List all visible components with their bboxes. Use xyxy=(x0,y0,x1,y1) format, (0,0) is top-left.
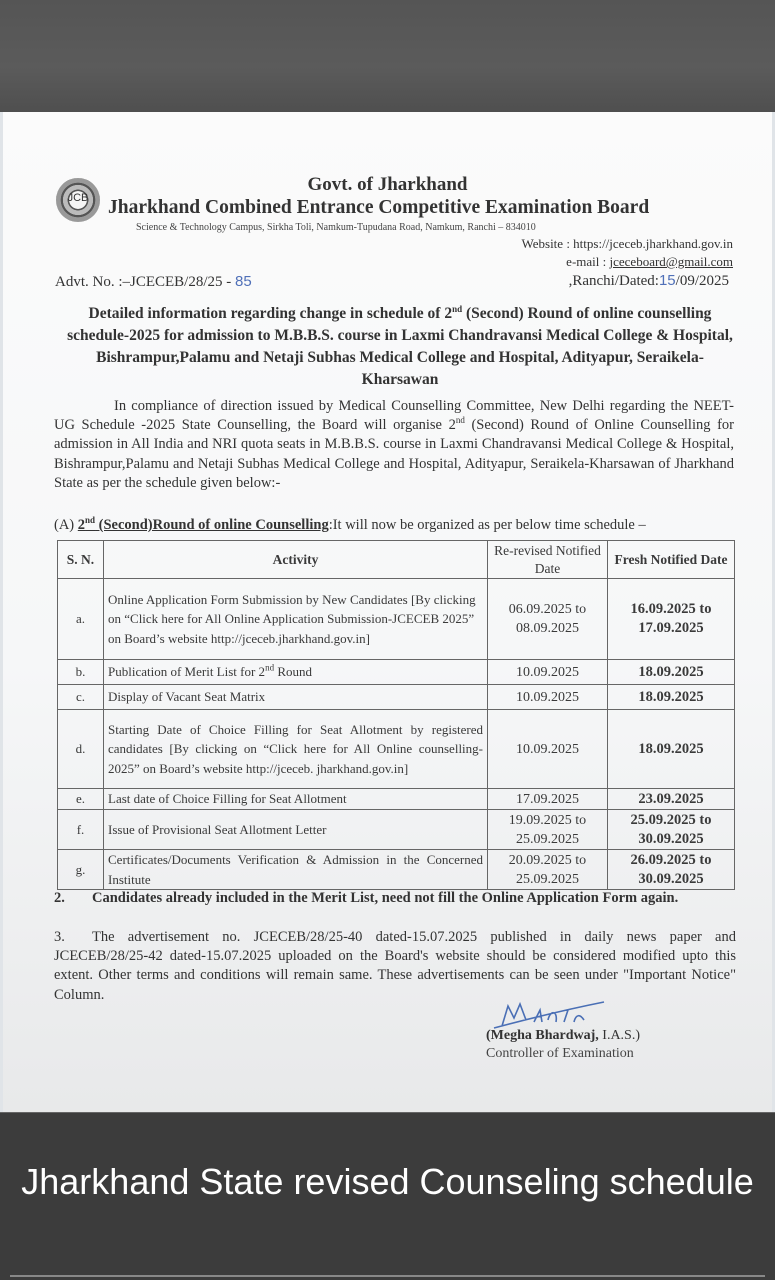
advt-label: Advt. No. :–JCECEB/28/25 - xyxy=(55,274,236,290)
note-2 xyxy=(54,889,736,908)
row-rerevised-date: 06.09.2025 to 08.09.2025 xyxy=(488,579,608,660)
table-row xyxy=(58,660,735,685)
advt-number xyxy=(55,273,252,291)
dated-line xyxy=(569,272,729,290)
compliance-paragraph xyxy=(54,397,734,493)
note-text: The advertisement no. JCECEB/28/25-40 dated-15.07.2025 published in daily news paper and JCECEB/28/25-42 dated-15.07.2025 uploaded on the Board's website should be considered modified upto this extent. Other terms and conditions will remain same. These advertisements can be seen under "Important Notice" Column. xyxy=(54,929,736,1003)
caption-text: Jharkhand State revised Counseling schedule xyxy=(21,1161,754,1202)
top-dark-band xyxy=(0,0,775,112)
board-email: jceceboard@gmail.com xyxy=(609,254,733,269)
section-a-rest: :It will now be organized as per below time schedule – xyxy=(328,517,646,533)
row-activity: Last date of Choice Filling for Seat Allotment xyxy=(104,789,488,810)
logo-text: JCB xyxy=(67,192,89,204)
row-rerevised-date: 10.09.2025 xyxy=(488,685,608,710)
table-row xyxy=(58,789,735,810)
row-activity xyxy=(104,660,488,685)
row-activity: Starting Date of Choice Filling for Seat Allotment by registered candidates [By clicking on “Click here for All Online counselling-2025” on Board’s website http://jceceb. jharkhand.gov.in] xyxy=(104,710,488,789)
signatory-title: Controller of Examination xyxy=(486,1046,634,1061)
paragraph-text-1: In compliance of direction issued by Medical Counselling Committee, New Delhi regarding the NEET-UG Schedule -2025 State Counselling, the Board will organise 2 xyxy=(54,398,734,434)
row-sn: a. xyxy=(58,579,104,660)
paragraph-text-2: (Second) Round of Online Counselling for admission in All India and NRI quota seats in M.B.B.S. course in Laxmi Chandravansi Medical College & Hospital, Bishrampur,Palamu and Netaji Subhas Medical College and Hospital, Adityapur, Seraikela-Kharsawan of Jharkhand State as per the schedule given below:- xyxy=(54,417,734,491)
advt-handwritten-number: 85 xyxy=(235,273,252,290)
table-row xyxy=(58,850,735,890)
signatory-name-text: (Megha Bhardwaj, xyxy=(486,1028,599,1043)
govt-heading: Govt. of Jharkhand xyxy=(307,174,468,195)
note-3 xyxy=(54,928,736,1005)
row-sn: d. xyxy=(58,710,104,789)
row-sn: e. xyxy=(58,789,104,810)
section-a-prefix: (A) xyxy=(54,517,78,533)
dated-handwritten-day: 15 xyxy=(658,272,676,289)
row-activity: Certificates/Documents Verification & Admission in the Concerned Institute xyxy=(104,850,488,890)
dated-rest: /09/2025 xyxy=(675,273,729,289)
row-fresh-date: 16.09.2025 to 17.09.2025 xyxy=(608,579,735,660)
subject-text-1: Detailed information regarding change in schedule of 2 xyxy=(88,305,453,322)
table-row xyxy=(58,810,735,850)
row-fresh-date: 26.09.2025 to 30.09.2025 xyxy=(608,850,735,890)
header-rerevised-date: Re-revised Notified Date xyxy=(488,541,608,579)
board-email-line xyxy=(566,254,733,270)
schedule-table xyxy=(57,540,735,890)
row-sn: g. xyxy=(58,850,104,890)
row-rerevised-date: 10.09.2025 xyxy=(488,710,608,789)
row-sn: b. xyxy=(58,660,104,685)
bottom-divider xyxy=(10,1275,765,1277)
subject-text-2: (Second) Round of online counselling schedule-2025 for admission to M.B.B.S. course in Laxmi Chandravansi Medical College & Hospital, Bishrampur,Palamu and Netaji Subhas Medical College and Hospital, Adityapur, Seraikela-Kharsawan xyxy=(67,305,733,388)
row-sn: c. xyxy=(58,685,104,710)
section-a-bold-text: (Second)Round of online Counselling xyxy=(95,517,329,533)
row-activity: Online Application Form Submission by New Candidates [By clicking on “Click here for All Online Application Submission-JCECEB 2025” on Board’s website http://jceceb.jharkhand.gov.in] xyxy=(104,579,488,660)
row-fresh-date: 18.09.2025 xyxy=(608,660,735,685)
table-row xyxy=(58,710,735,789)
row-rerevised-date: 19.09.2025 to 25.09.2025 xyxy=(488,810,608,850)
row-rerevised-date: 20.09.2025 to 25.09.2025 xyxy=(488,850,608,890)
email-label: e-mail : xyxy=(566,254,610,269)
table-header-row xyxy=(58,541,735,579)
note-number: 2. xyxy=(54,890,65,906)
row-fresh-date: 18.09.2025 xyxy=(608,685,735,710)
signatory-name xyxy=(486,1028,640,1044)
row-activity-sup: nd xyxy=(265,662,275,673)
note-text: Candidates already included in the Merit List, need not fill the Online Application Form again. xyxy=(92,890,679,906)
row-activity-text-end: Round xyxy=(274,664,312,680)
section-a-sup: nd xyxy=(85,515,96,526)
header-fresh-date: Fresh Notified Date xyxy=(608,541,735,579)
section-a-title xyxy=(78,517,329,533)
table-row xyxy=(58,579,735,660)
row-fresh-date: 18.09.2025 xyxy=(608,710,735,789)
row-sn: f. xyxy=(58,810,104,850)
row-fresh-date: 25.09.2025 to 30.09.2025 xyxy=(608,810,735,850)
notice-subject xyxy=(60,303,740,391)
row-rerevised-date: 17.09.2025 xyxy=(488,789,608,810)
row-activity-text: Publication of Merit List for 2 xyxy=(108,664,266,680)
dated-label: ,Ranchi/Dated: xyxy=(568,273,659,289)
note-number: 3. xyxy=(54,929,65,945)
subject-sup: nd xyxy=(452,303,463,314)
paragraph-sup: nd xyxy=(455,415,465,426)
signature-icon xyxy=(484,996,644,1032)
section-a-num: 2 xyxy=(77,517,86,533)
row-fresh-date: 23.09.2025 xyxy=(608,789,735,810)
header-activity: Activity xyxy=(104,541,488,579)
row-activity: Issue of Provisional Seat Allotment Letter xyxy=(104,810,488,850)
section-a-heading xyxy=(54,517,646,534)
board-website: Website : https://jceceb.jharkhand.gov.in xyxy=(521,236,733,251)
signatory-suffix: I.A.S.) xyxy=(598,1028,641,1043)
table-row xyxy=(58,685,735,710)
row-activity: Display of Vacant Seat Matrix xyxy=(104,685,488,710)
board-heading: Jharkhand Combined Entrance Competitive Examination Board xyxy=(108,197,650,218)
header-sn: S. N. xyxy=(58,541,104,579)
board-address: Science & Technology Campus, Sirkha Toli, Namkum-Tupudana Road, Namkum, Ranchi – 834010 xyxy=(136,222,536,233)
row-rerevised-date: 10.09.2025 xyxy=(488,660,608,685)
